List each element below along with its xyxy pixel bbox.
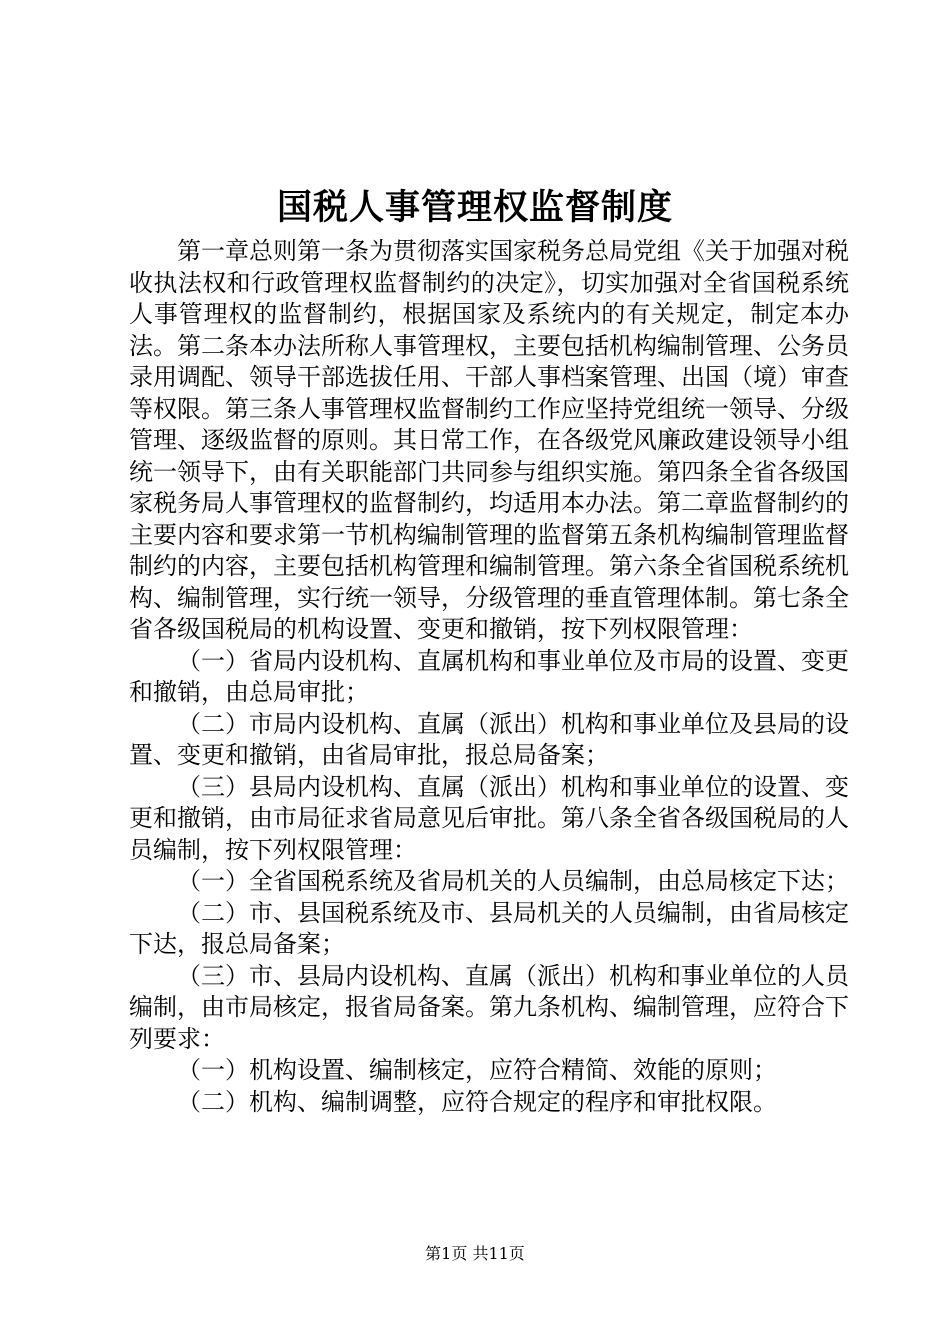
page-footer: 第1页 共11页 xyxy=(425,1244,525,1263)
paragraph: （二）市局内设机构、直属（派出）机构和事业单位及县局的设置、变更和撤销，由省局审批，报总局备案； xyxy=(129,709,849,769)
document-body xyxy=(129,236,849,1118)
paragraph: （一）机构设置、编制核定，应符合精简、效能的原则； xyxy=(177,1056,777,1084)
paragraph: （二）市、县国税系统及市、县局机关的人员编制，由省局核定下达，报总局备案； xyxy=(129,898,849,958)
paragraph: （二）机构、编制调整，应符合规定的程序和审批权限。 xyxy=(177,1087,777,1116)
paragraph: （三）县局内设机构、直属（派出）机构和事业单位的设置、变更和撤销，由市局征求省局意见后审批。第八条全省各级国税局的人员编制，按下列权限管理： xyxy=(129,772,849,864)
document-title: 国税人事管理权监督制度 xyxy=(276,187,673,228)
paragraph: （一）省局内设机构、直属机构和事业单位及市局的设置、变更和撤销，由总局审批； xyxy=(129,646,849,706)
paragraph: （三）市、县局内设机构、直属（派出）机构和事业单位的人员编制，由市局核定，报省局备案。第九条机构、编制管理，应符合下列要求： xyxy=(129,961,849,1053)
paragraph: 第一章总则第一条为贯彻落实国家税务总局党组《关于加强对税收执法权和行政管理权监督制约的决定》，切实加强对全省国税系统人事管理权的监督制约，根据国家及系统内的有关规定，制定本办法。第二条本办法所称人事管理权，主要包括机构编制管理、公务员录用调配、领导干部选拔任用、干部人事档案管理、出国（境）审查等权限。第三条人事管理权监督制约工作应坚持党组统一领导、分级管理、逐级监督的原则。其日常工作，在各级党风廉政建设领导小组统一领导下，由有关职能部门共同参与组织实施。第四条全省各级国家税务局人事管理权的监督制约，均适用本办法。第二章监督制约的主要内容和要求第一节机构编制管理的监督第五条机构编制管理监督制约的内容，主要包括机构管理和编制管理。第六条全省国税系统机构、编制管理，实行统一领导，分级管理的垂直管理体制。第七条全省各级国税局的机构设置、变更和撤销，按下列权限管理： xyxy=(129,237,849,643)
paragraph: （一）全省国税系统及省局机关的人员编制，由总局核定下达； xyxy=(177,867,849,895)
